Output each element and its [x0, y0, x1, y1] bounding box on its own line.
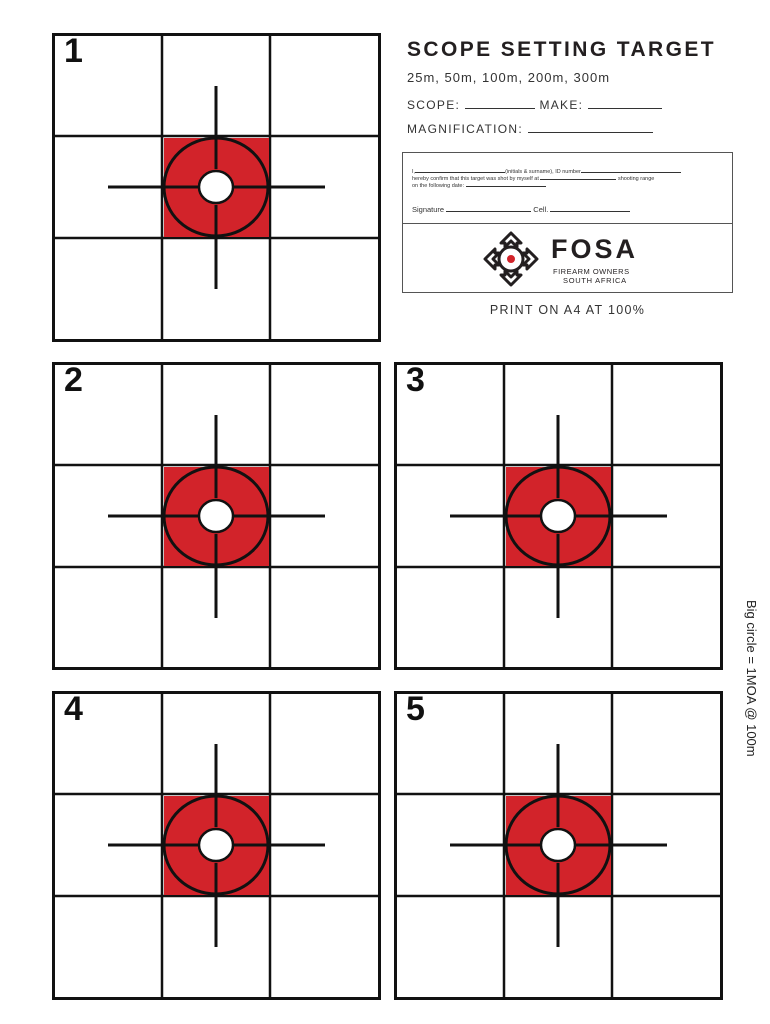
target-2-graphic — [55, 365, 378, 667]
target-1-graphic — [55, 36, 378, 339]
declaration-id-text: (initials & surname), ID number — [505, 169, 581, 175]
moa-note: Big circle = 1MOA @ 100m — [744, 600, 759, 757]
target-2 — [52, 362, 381, 670]
target-3 — [394, 362, 723, 670]
magnification-blank — [528, 121, 653, 133]
magnification-label: MAGNIFICATION: — [407, 122, 523, 136]
declaration-i: I, — [412, 169, 416, 175]
target-4-graphic — [55, 694, 378, 997]
declaration-section — [403, 153, 732, 224]
page-title: SCOPE SETTING TARGET — [407, 38, 716, 61]
logo-subtitle-1: FIREARM OWNERS — [553, 267, 630, 276]
scope-blank — [465, 97, 535, 109]
signature-blank — [446, 205, 531, 212]
target-2-number: 2 — [64, 361, 83, 399]
declaration-range-suffix: shooting range — [617, 176, 655, 182]
declaration-date-text: on the following date: — [412, 183, 464, 189]
scope-label: SCOPE: — [407, 98, 461, 112]
target-5-number: 5 — [406, 690, 425, 728]
declaration-box — [402, 152, 733, 293]
target-5-bullseye — [541, 829, 575, 861]
signature-label: Signature — [412, 205, 445, 214]
target-5-graphic — [397, 694, 720, 997]
target-3-number: 3 — [406, 361, 425, 399]
print-instruction: PRINT ON A4 AT 100% — [489, 303, 646, 317]
date-blank — [466, 181, 546, 187]
distances-line: 25m, 50m, 100m, 200m, 300m — [407, 70, 611, 85]
magnification-row — [407, 121, 653, 136]
name-blank — [415, 167, 505, 173]
target-4 — [52, 691, 381, 1000]
target-1-bullseye — [199, 171, 233, 203]
logo-wordmark: FOSA — [551, 234, 639, 264]
range-blank — [540, 174, 616, 180]
cell-blank — [550, 205, 630, 212]
make-blank — [588, 97, 662, 109]
target-5 — [394, 691, 723, 1000]
declaration-line-3 — [412, 181, 546, 189]
target-4-number: 4 — [64, 690, 83, 728]
target-3-graphic — [397, 365, 720, 667]
fosa-logo — [481, 229, 661, 289]
target-2-bullseye — [199, 500, 233, 532]
declaration-range-text: hereby confirm that this target was shot by myself at — [412, 176, 539, 182]
target-3-bullseye — [541, 500, 575, 532]
crosshair-logo-icon — [481, 229, 541, 289]
target-4-bullseye — [199, 829, 233, 861]
cell-label: Cell. — [533, 205, 549, 214]
make-label: MAKE: — [539, 98, 584, 112]
logo-subtitle-2: SOUTH AFRICA — [563, 276, 627, 285]
scope-make-row — [407, 97, 662, 112]
id-blank — [581, 167, 681, 173]
target-1-number: 1 — [64, 32, 83, 70]
target-1 — [52, 33, 381, 342]
signature-row — [412, 205, 630, 214]
